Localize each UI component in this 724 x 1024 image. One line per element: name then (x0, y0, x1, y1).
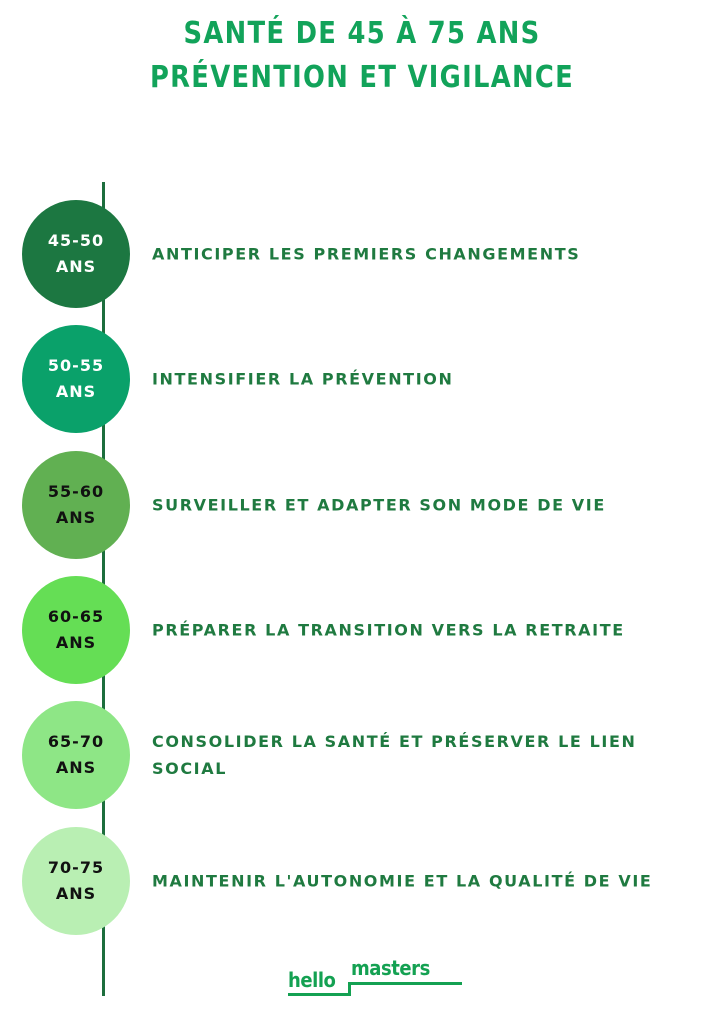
age-range: 60-65 (47, 607, 105, 626)
age-range: 55-60 (47, 482, 105, 501)
age-unit: ANS (55, 758, 97, 777)
timeline-step-60-65 (22, 576, 702, 684)
logo-masters-text: masters (351, 956, 430, 980)
step-label: PRÉPARER LA TRANSITION VERS LA RETRAITE (152, 620, 625, 640)
step-label: CONSOLIDER LA SANTÉ ET PRÉSERVER LE LIEN SOCIAL (152, 732, 637, 778)
age-circle (22, 200, 130, 308)
age-unit: ANS (55, 382, 97, 401)
logo-hello-underline (288, 993, 350, 996)
step-label: SURVEILLER ET ADAPTER SON MODE DE VIE (152, 495, 606, 515)
age-circle (22, 827, 130, 935)
timeline-step-45-50 (22, 200, 702, 308)
age-range: 50-55 (47, 356, 105, 375)
logo-masters-underline (348, 982, 462, 985)
title-line-1: SANTÉ DE 45 À 75 ANS (183, 16, 541, 51)
timeline-step-70-75 (22, 827, 702, 935)
step-label: INTENSIFIER LA PRÉVENTION (152, 369, 454, 389)
age-circle (22, 325, 130, 433)
age-unit: ANS (55, 257, 97, 276)
step-label: ANTICIPER LES PREMIERS CHANGEMENTS (152, 244, 581, 264)
age-unit: ANS (55, 884, 97, 903)
age-circle (22, 701, 130, 809)
timeline-step-55-60 (22, 451, 702, 559)
logo-hello-text: hello (288, 968, 336, 992)
age-range: 70-75 (47, 858, 105, 877)
title-line-2: PRÉVENTION ET VIGILANCE (149, 60, 575, 95)
age-range: 65-70 (47, 732, 105, 751)
page-title (0, 12, 724, 100)
age-circle (22, 576, 130, 684)
timeline-step-50-55 (22, 325, 702, 433)
hellomasters-logo (288, 956, 468, 1000)
step-label: MAINTENIR L'AUTONOMIE ET LA QUALITÉ DE VIE (152, 871, 653, 891)
age-circle (22, 451, 130, 559)
age-unit: ANS (55, 633, 97, 652)
timeline-step-65-70 (22, 701, 702, 809)
age-unit: ANS (55, 508, 97, 527)
age-range: 45-50 (47, 231, 105, 250)
